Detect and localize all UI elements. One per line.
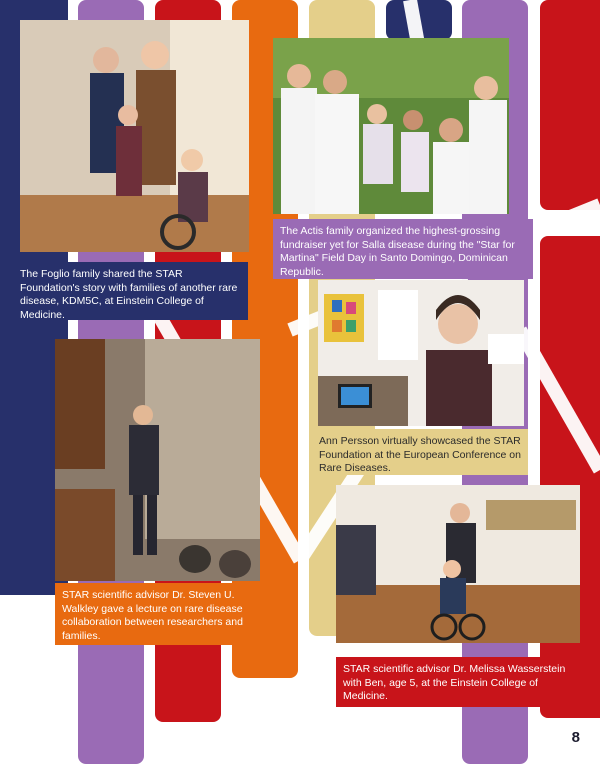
wasserstein-caption: STAR scientific advisor Dr. Melissa Wasserstein with Ben, age 5, at the Einstein College of Medicine. xyxy=(336,657,580,707)
actis-family-photo xyxy=(273,38,509,214)
page-number: 8 xyxy=(571,729,580,746)
walkley-caption: STAR scientific advisor Dr. Steven U. Walkley gave a lecture on rare disease collaboration between researchers and families. xyxy=(55,583,260,645)
persson-photo xyxy=(318,280,524,426)
wasserstein-photo xyxy=(336,485,580,643)
actis-caption: The Actis family organized the highest-grossing fundraiser yet for Salla disease during the "Star for Martina" Field Day in Santo Domingo, Dominican Republic. xyxy=(273,219,533,279)
foglio-caption: The Foglio family shared the STAR Foundation's story with families of another rare disease, KDM5C, at Einstein College of Medicine. xyxy=(13,262,248,320)
foglio-family-photo xyxy=(20,20,249,252)
walkley-lecture-photo xyxy=(55,339,260,581)
persson-caption: Ann Persson virtually showcased the STAR Foundation at the European Conference on Rare Diseases. xyxy=(312,429,528,475)
